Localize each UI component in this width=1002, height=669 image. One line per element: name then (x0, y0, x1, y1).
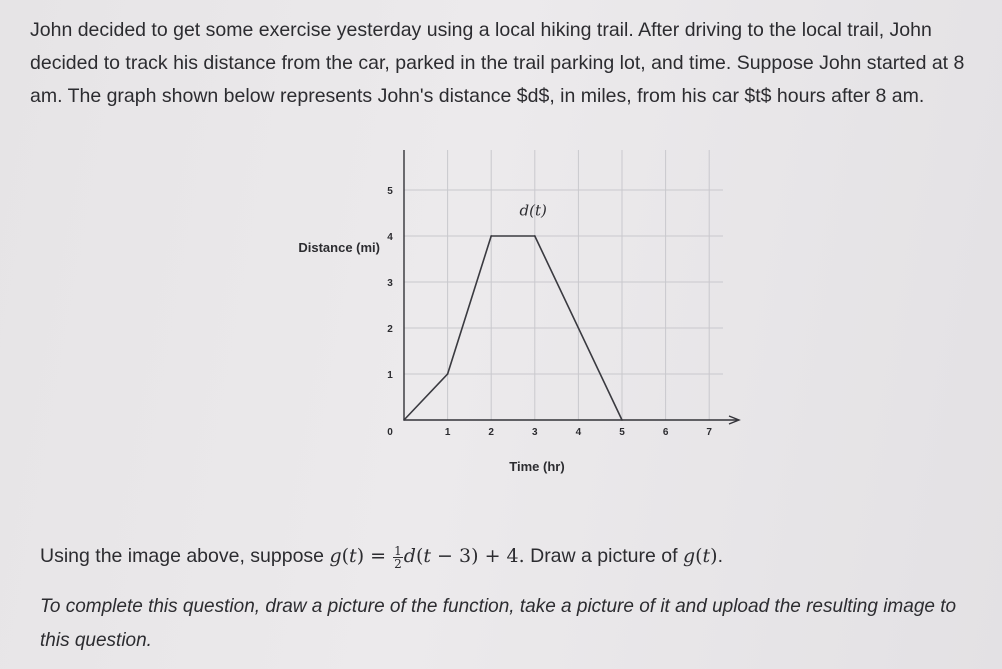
distance-time-graph (270, 150, 750, 480)
x-tick-label: 2 (488, 427, 494, 438)
y-tick-label: 5 (387, 186, 393, 197)
x-tick-label: 6 (662, 427, 669, 438)
data-point (490, 235, 492, 237)
question-mid: Draw a picture of (530, 545, 678, 567)
x-tick-label: 4 (575, 427, 582, 438)
y-tick-labels (387, 186, 393, 438)
y-tick-label: 4 (387, 232, 393, 243)
y-tick-label: 2 (387, 324, 393, 335)
function-label: d(t) (519, 201, 547, 220)
data-point (403, 419, 405, 421)
g-of-t: g(t) (682, 545, 718, 567)
y-axis-label: Distance (mi) (298, 240, 380, 256)
x-axis-label: Time (hr) (509, 459, 565, 474)
data-point (447, 373, 449, 375)
y-tick-label: 1 (387, 370, 393, 381)
y-tick-label: 3 (387, 278, 393, 289)
fraction-one-half: $\frac{1}{2}$ (394, 543, 402, 571)
question-prefix: Using the image above, suppose (40, 545, 325, 567)
equation: g(t) = $\frac{1}{2}$ d(t − 3) + 4. (329, 543, 525, 571)
x-tick-labels (445, 427, 713, 438)
axes (400, 150, 739, 424)
y-tick-label: 0 (387, 427, 393, 438)
x-tick-label: 1 (444, 427, 451, 438)
upload-instructions: To complete this question, draw a picture of the function, take a picture of it and upload the resulting image to this question. (40, 596, 957, 651)
x-tick-label: 3 (532, 427, 538, 438)
question-text: Using the image above, suppose g(t) = $\frac{1}{2}$ d(t − 3) + 4. Draw a picture of g(t). (40, 543, 724, 571)
graph-svg (270, 150, 750, 480)
x-tick-label: 5 (619, 427, 625, 438)
x-tick-label: 7 (706, 427, 712, 438)
problem-intro-text: John decided to get some exercise yesterday using a local hiking trail. After driving to the local trail, John decided to track his distance from the car, parked in the trail parking lot, and time. Suppose John started at 8 am. The graph shown below represents John's distance $d$, in miles, from his car $t$ hours after 8 am. (30, 19, 965, 107)
data-point (621, 419, 623, 421)
data-point (534, 235, 536, 237)
grid-lines (404, 150, 723, 420)
